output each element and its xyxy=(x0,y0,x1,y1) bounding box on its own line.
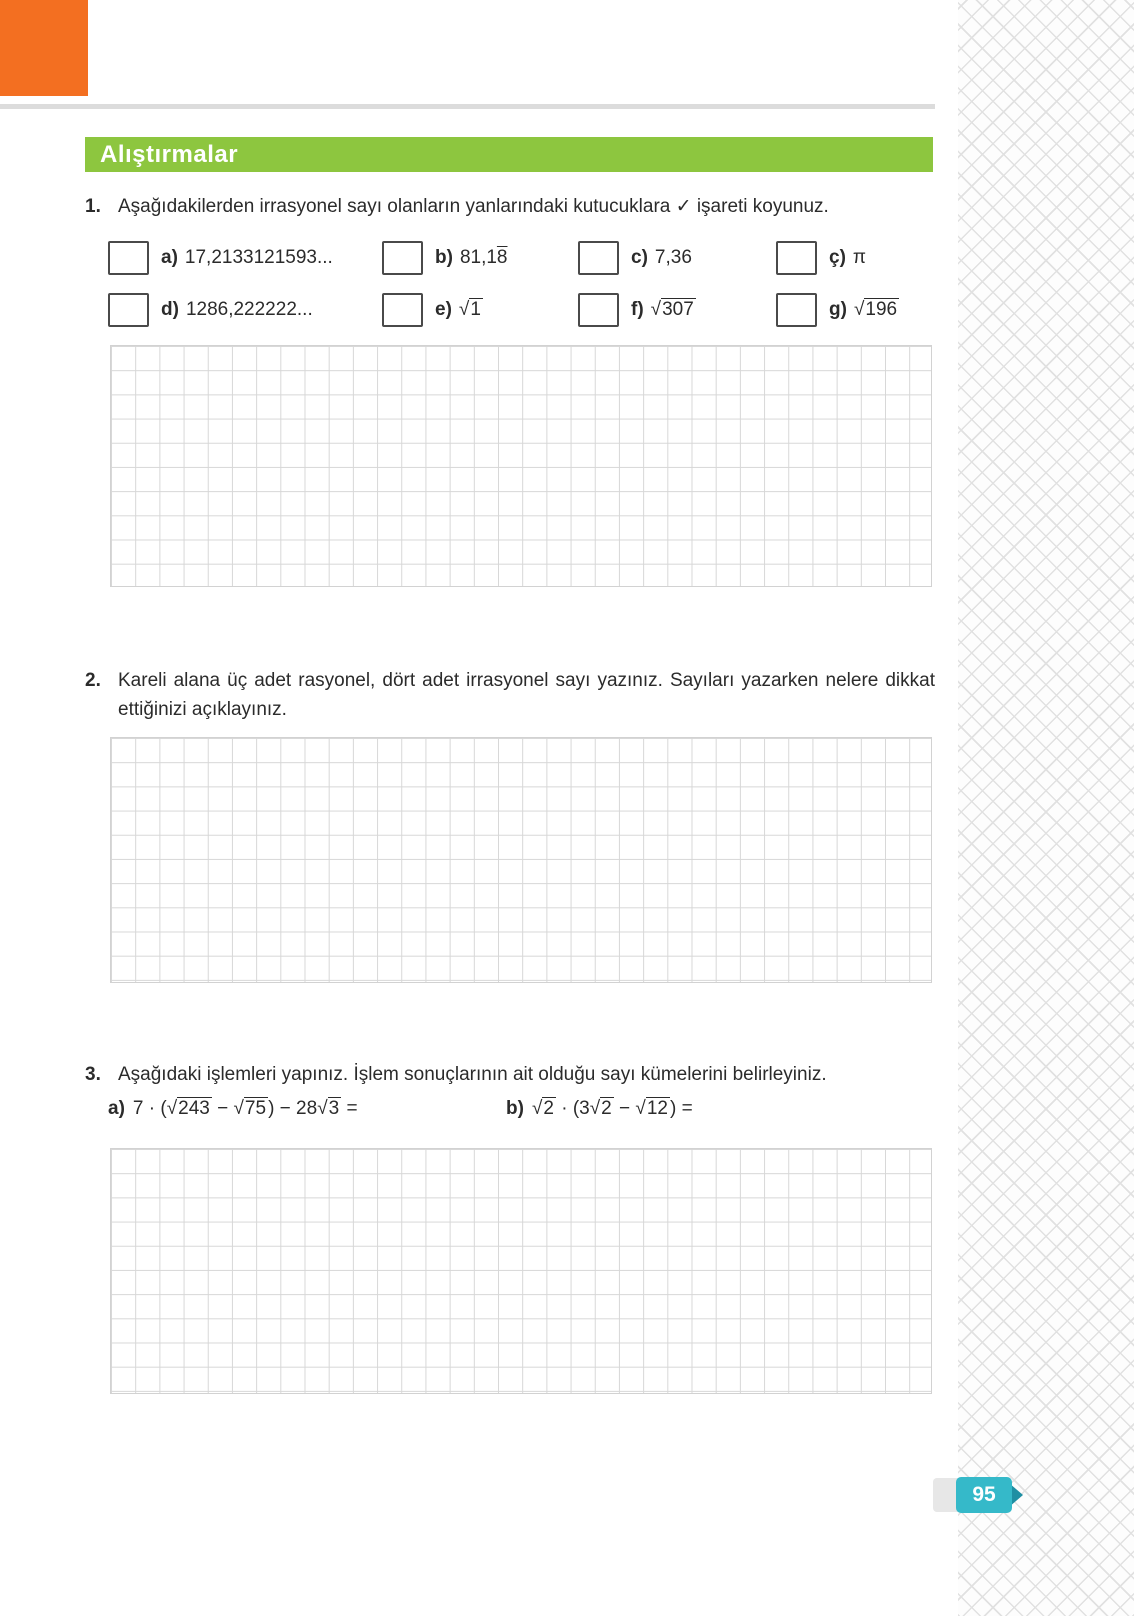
crosshatch-margin-strip xyxy=(958,0,1134,1616)
question-3-expressions xyxy=(108,1098,934,1134)
option-g xyxy=(776,293,934,327)
option-d-value: 1286,222222... xyxy=(185,299,313,320)
option-e-label: e) xyxy=(435,299,452,320)
option-cc-value: π xyxy=(852,247,867,268)
question-2 xyxy=(85,666,935,725)
option-b-checkbox[interactable] xyxy=(382,241,423,275)
exercises-header-title: Alıştırmalar xyxy=(100,140,239,168)
option-d-label: d) xyxy=(161,299,179,320)
option-a xyxy=(108,241,382,275)
option-d xyxy=(108,293,382,327)
option-cc xyxy=(776,241,934,275)
option-b-label: b) xyxy=(435,247,453,268)
exercises-header-bar xyxy=(85,137,933,172)
question-2-text: Kareli alana üç adet rasyonel, dört adet irrasyonel sayı yazınız. Sayıları yazarken nelere dikkat ettiğinizi açıklayınız. xyxy=(118,670,935,721)
option-g-checkbox[interactable] xyxy=(776,293,817,327)
expression-b-math: √2 · (3√2 − √12 ) = xyxy=(531,1098,693,1119)
option-g-value: √196 xyxy=(853,299,898,320)
option-f-checkbox[interactable] xyxy=(578,293,619,327)
option-f xyxy=(578,293,776,327)
options-row-2 xyxy=(108,290,934,330)
top-divider-rule xyxy=(0,104,935,109)
option-e xyxy=(382,293,578,327)
page-number-tab xyxy=(933,1477,1023,1513)
option-e-checkbox[interactable] xyxy=(382,293,423,327)
option-a-checkbox[interactable] xyxy=(108,241,149,275)
question-1 xyxy=(85,192,935,221)
option-cc-checkbox[interactable] xyxy=(776,241,817,275)
page-number-badge xyxy=(956,1477,1012,1513)
expression-a xyxy=(108,1098,358,1120)
option-cc-label: ç) xyxy=(829,247,846,268)
question-3-text: Aşağıdaki işlemleri yapınız. İşlem sonuçlarının ait olduğu sayı kümelerini belirleyiniz. xyxy=(118,1064,827,1085)
option-e-value: √1 xyxy=(458,299,481,320)
option-a-label: a) xyxy=(161,247,178,268)
option-a-value: 17,2133121593... xyxy=(184,247,333,268)
expression-b xyxy=(506,1098,693,1120)
option-c-checkbox[interactable] xyxy=(578,241,619,275)
question-1-number: 1. xyxy=(85,196,101,217)
question-1-text: Aşağıdakilerden irrasyonel sayı olanların yanlarındaki kutucuklara ✓ işareti koyunuz. xyxy=(118,196,829,217)
working-grid-2 xyxy=(110,737,932,983)
question-3-number: 3. xyxy=(85,1064,101,1085)
option-c-value: 7,36 xyxy=(654,247,692,268)
question-1-options xyxy=(108,238,934,342)
option-g-label: g) xyxy=(829,299,847,320)
option-d-checkbox[interactable] xyxy=(108,293,149,327)
option-b xyxy=(382,241,578,275)
expression-a-label: a) xyxy=(108,1098,125,1119)
option-c xyxy=(578,241,776,275)
working-grid-1 xyxy=(110,345,932,587)
question-2-number: 2. xyxy=(85,670,101,691)
working-grid-3 xyxy=(110,1148,932,1394)
option-c-label: c) xyxy=(631,247,648,268)
expression-a-math: 7 · (√243 − √75 ) − 28√3 = xyxy=(132,1098,358,1119)
page-number: 95 xyxy=(972,1483,996,1506)
expression-b-label: b) xyxy=(506,1098,524,1119)
orange-corner-decoration xyxy=(0,0,88,96)
option-f-label: f) xyxy=(631,299,644,320)
question-3 xyxy=(85,1060,935,1089)
option-f-value: √307 xyxy=(650,299,694,320)
option-b-value: 81,18 xyxy=(459,247,508,268)
options-row-1 xyxy=(108,238,934,278)
